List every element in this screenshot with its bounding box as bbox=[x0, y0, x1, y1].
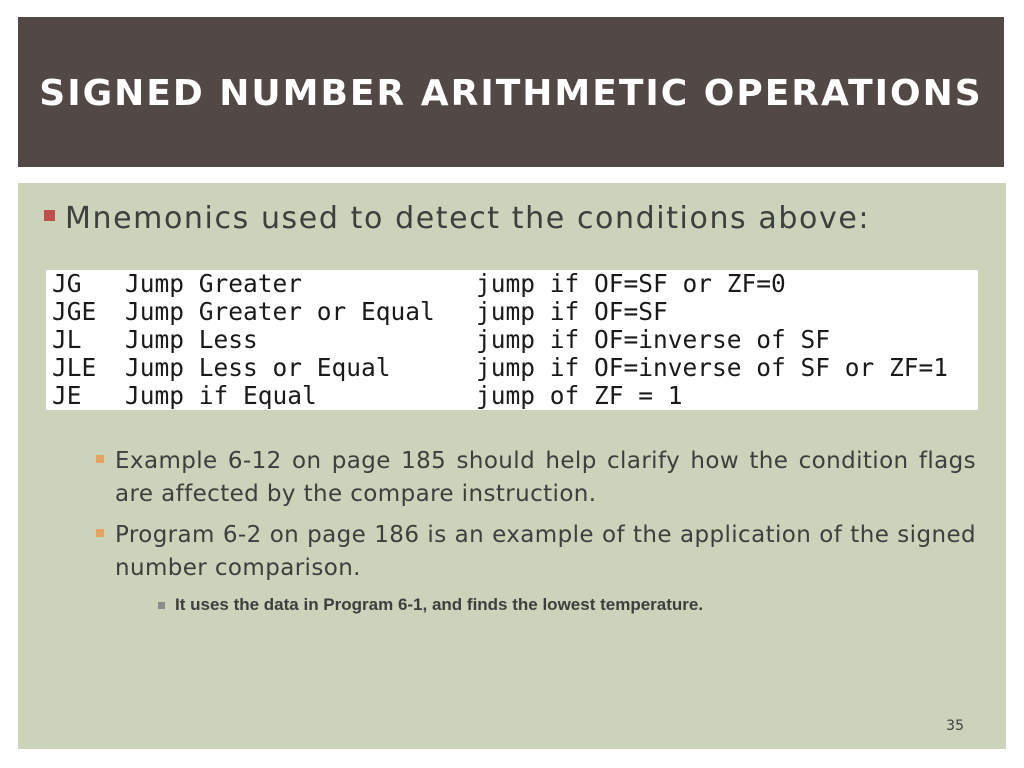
mnemonic-code: JG bbox=[52, 269, 82, 298]
mnemonics-table bbox=[46, 270, 978, 410]
mnemonic-code: JGE bbox=[52, 297, 97, 326]
square-bullet-icon bbox=[158, 602, 165, 609]
square-bullet-icon bbox=[44, 210, 55, 221]
bullet-text: Mnemonics used to detect the conditions above: bbox=[65, 201, 871, 236]
mnemonic-condition: jump if OF=SF or ZF=0 bbox=[476, 269, 786, 298]
square-bullet-icon bbox=[96, 455, 104, 463]
mnemonic-condition: jump of ZF = 1 bbox=[476, 381, 683, 410]
table-row bbox=[52, 269, 786, 298]
bullet-level2 bbox=[96, 445, 976, 511]
mnemonic-name: Jump Less or Equal bbox=[125, 353, 391, 382]
mnemonic-code: JLE bbox=[52, 353, 97, 382]
table-row bbox=[52, 297, 668, 326]
mnemonic-name: Jump Greater bbox=[125, 269, 303, 298]
mnemonic-name: Jump if Equal bbox=[125, 381, 317, 410]
bullet-text: It uses the data in Program 6-1, and finds the lowest temperature. bbox=[175, 595, 704, 614]
table-row bbox=[52, 325, 831, 354]
bullet-text: Program 6-2 on page 186 is an example of the application of the signed number comparison. bbox=[115, 522, 976, 581]
mnemonic-name: Jump Less bbox=[125, 325, 258, 354]
mnemonic-condition: jump if OF=inverse of SF or ZF=1 bbox=[476, 353, 949, 382]
mnemonic-code: JE bbox=[52, 381, 82, 410]
mnemonic-condition: jump if OF=inverse of SF bbox=[476, 325, 831, 354]
page-number: 35 bbox=[946, 718, 964, 734]
slide-title: SIGNED NUMBER ARITHMETIC OPERATIONS bbox=[39, 72, 983, 114]
title-bar bbox=[18, 17, 1004, 167]
bullet-level2 bbox=[96, 519, 976, 585]
mnemonic-name: Jump Greater or Equal bbox=[125, 297, 435, 326]
bullet-level1 bbox=[44, 201, 870, 236]
mnemonic-code: JL bbox=[52, 325, 82, 354]
table-row bbox=[52, 381, 683, 410]
table-row bbox=[52, 353, 949, 382]
square-bullet-icon bbox=[96, 529, 104, 537]
mnemonic-condition: jump if OF=SF bbox=[476, 297, 668, 326]
bullet-text: Example 6-12 on page 185 should help clarify how the condition flags are affected by the compare instruction. bbox=[115, 448, 976, 507]
bullet-level3 bbox=[158, 595, 703, 615]
